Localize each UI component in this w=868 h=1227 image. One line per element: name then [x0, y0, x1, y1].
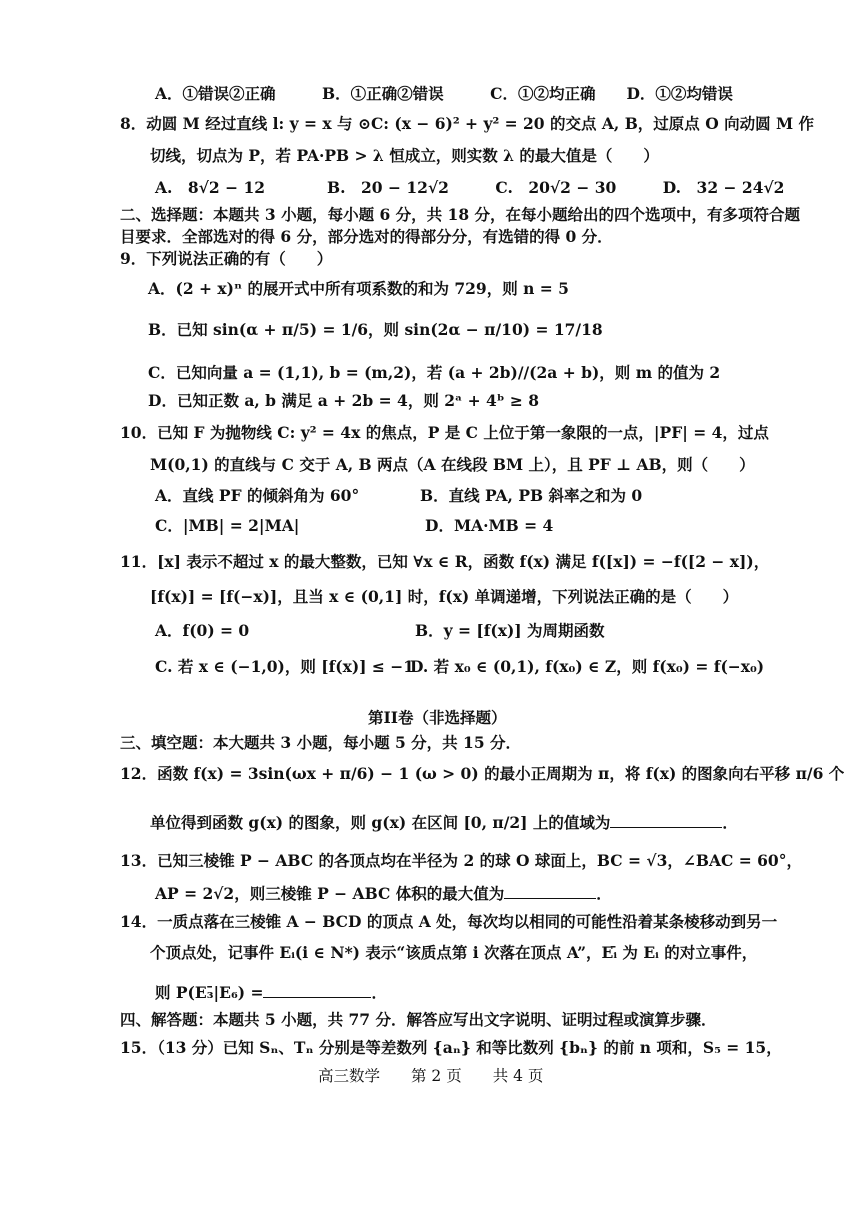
text-line-30 [150, 945, 757, 961]
text-line-18 [150, 589, 738, 605]
text-line-content: A．直线 PF 的倾斜角为 60° [155, 486, 360, 505]
text-line-20 [415, 623, 605, 639]
text-line-content: 14．一质点落在三棱锥 A − BCD 的顶点 A 处，每次均以相同的可能性沿着某条棱移动到另一 [120, 912, 778, 931]
text-line-11 [120, 425, 769, 441]
text-line-1 [120, 116, 814, 132]
text-line-content: 高三数学 第 2 页 共 4 页 [318, 1067, 544, 1085]
text-line-content: 切线，切点为 P，若 PA·PB > λ 恒成立，则实数 λ 的最大值是（ ） [150, 146, 659, 165]
text-line-content: B．y = [f(x)] 为周期函数 [415, 621, 605, 640]
text-line-content: 三、填空题：本大题共 3 小题，每小题 5 分，共 15 分． [120, 733, 522, 752]
text-line-content: 个顶点处，记事件 Eᵢ(i ∈ N*) 表示“该质点第 i 次落在顶点 A”，Eᵢ̄ 为 Eᵢ 的对立事件， [150, 943, 758, 962]
text-line-26 [150, 815, 738, 831]
text-line-content: 9．下列说法正确的有（ ） [120, 249, 333, 268]
text-line-8 [148, 322, 603, 338]
text-line-10 [148, 393, 539, 409]
text-line-content: 四、解答题：本题共 5 小题，共 77 分．解答应写出文字说明、证明过程或演算步骤． [120, 1010, 717, 1029]
text-line-content: 第II卷（非选择题） [368, 708, 507, 727]
text-line-content: A．f(0) = 0 [155, 621, 250, 640]
text-line-0 [155, 86, 733, 102]
text-line-32 [120, 1012, 716, 1028]
answer-blank[interactable] [263, 997, 371, 998]
text-line-content: M(0,1) 的直线与 C 交于 A, B 两点（A 在线段 BM 上），且 PF ⊥ AB，则（ ） [150, 455, 755, 474]
text-line-content: 10．已知 F 为抛物线 C: y² = 4x 的焦点，P 是 C 上位于第一象限的一点，|PF| = 4，过点 [120, 423, 769, 442]
text-line-content: B．直线 PA, PB 斜率之和为 0 [420, 486, 643, 505]
text-line-2 [150, 148, 659, 164]
text-line-22 [410, 659, 764, 675]
period: ． [371, 983, 387, 1002]
period: ． [596, 884, 612, 903]
text-line-content: 则 P(E₃̄|E₆) = [155, 983, 264, 1002]
text-line-25 [120, 766, 844, 782]
text-line-9 [148, 365, 720, 381]
text-line-13 [155, 488, 359, 504]
text-line-content: A. 8√2 − 12 B. 20 − 12√2 C. 20√2 − 30 D. 32 − 24√2 [155, 178, 785, 197]
answer-blank[interactable] [610, 827, 722, 828]
text-line-content: 15．（13 分）已知 Sₙ、Tₙ 分别是等差数列 {aₙ} 和等比数列 {bₙ} 的前 n 项和，S₅ = 15， [120, 1038, 782, 1057]
text-line-21 [155, 659, 414, 675]
text-line-content: 11．[x] 表示不超过 x 的最大整数，已知 ∀x ∈ R，函数 f(x) 满足 f([x]) = −f([2 − x])， [120, 552, 770, 571]
text-line-27 [120, 853, 802, 869]
period: ． [722, 813, 738, 832]
text-line-14 [420, 488, 642, 504]
text-line-content: 单位得到函数 g(x) 的图象，则 g(x) 在区间 [0, π/2] 上的值域为 [150, 813, 611, 832]
text-line-3 [155, 180, 784, 196]
text-line-31 [155, 985, 387, 1001]
text-line-content: C．|MB| = 2|MA| [155, 516, 300, 535]
text-line-content: A．①错误②正确 B．①正确②错误 C．①②均正确 D．①②均错误 [155, 84, 733, 103]
text-line-17 [120, 554, 769, 570]
text-line-15 [155, 518, 299, 534]
text-line-content: 目要求．全部选对的得 6 分，部分选对的得部分分，有选错的得 0 分． [120, 227, 613, 246]
text-line-34 [318, 1069, 543, 1085]
text-line-28 [155, 886, 612, 902]
text-line-content: AP = 2√2，则三棱锥 P − ABC 体积的最大值为 [155, 884, 505, 903]
text-line-4 [120, 207, 800, 223]
text-line-23 [368, 710, 507, 726]
text-line-16 [425, 518, 553, 534]
text-line-content: D. 若 x₀ ∈ (0,1), f(x₀) ∈ Z，则 f(x₀) = f(−x₀) [410, 657, 765, 676]
text-line-content: 二、选择题：本题共 3 小题，每小题 6 分，共 18 分，在每小题给出的四个选项中，有多项符合题 [120, 205, 801, 224]
text-line-7 [148, 281, 569, 297]
text-line-24 [120, 735, 521, 751]
text-line-6 [120, 251, 332, 267]
text-line-content: [f(x)] = [f(−x)]，且当 x ∈ (0,1] 时，f(x) 单调递增，下列说法正确的是（ ） [150, 587, 739, 606]
text-line-content: C. 若 x ∈ (−1,0)，则 [f(x)] ≤ −1 [155, 657, 415, 676]
text-line-19 [155, 623, 249, 639]
text-line-33 [120, 1040, 782, 1056]
text-line-content: C．已知向量 a = (1,1), b = (m,2)，若 (a + 2b)//(2a + b)，则 m 的值为 2 [148, 363, 721, 382]
text-line-29 [120, 914, 777, 930]
text-line-content: D．已知正数 a, b 满足 a + 2b = 4，则 2ᵃ + 4ᵇ ≥ 8 [148, 391, 540, 410]
text-line-content: 13．已知三棱锥 P − ABC 的各顶点均在半径为 2 的球 O 球面上，BC = √3，∠BAC = 60°， [120, 851, 802, 870]
text-line-12 [150, 457, 755, 473]
text-line-5 [120, 229, 613, 245]
text-line-content: D．MA·MB = 4 [425, 516, 554, 535]
text-line-content: 12．函数 f(x) = 3sin(ωx + π/6) − 1 (ω > 0) 的最小正周期为 π，将 f(x) 的图象向右平移 π/6 个 [120, 764, 845, 783]
answer-blank[interactable] [504, 898, 596, 899]
text-line-content: 8．动圆 M 经过直线 l: y = x 与 ⊙C: (x − 6)² + y² = 20 的交点 A, B，过原点 O 向动圆 M 作 [120, 114, 815, 133]
text-line-content: B．已知 sin(α + π/5) = 1/6，则 sin(2α − π/10) = 17/18 [148, 320, 603, 339]
text-line-content: A．(2 + x)ⁿ 的展开式中所有项系数的和为 729，则 n = 5 [148, 279, 569, 298]
